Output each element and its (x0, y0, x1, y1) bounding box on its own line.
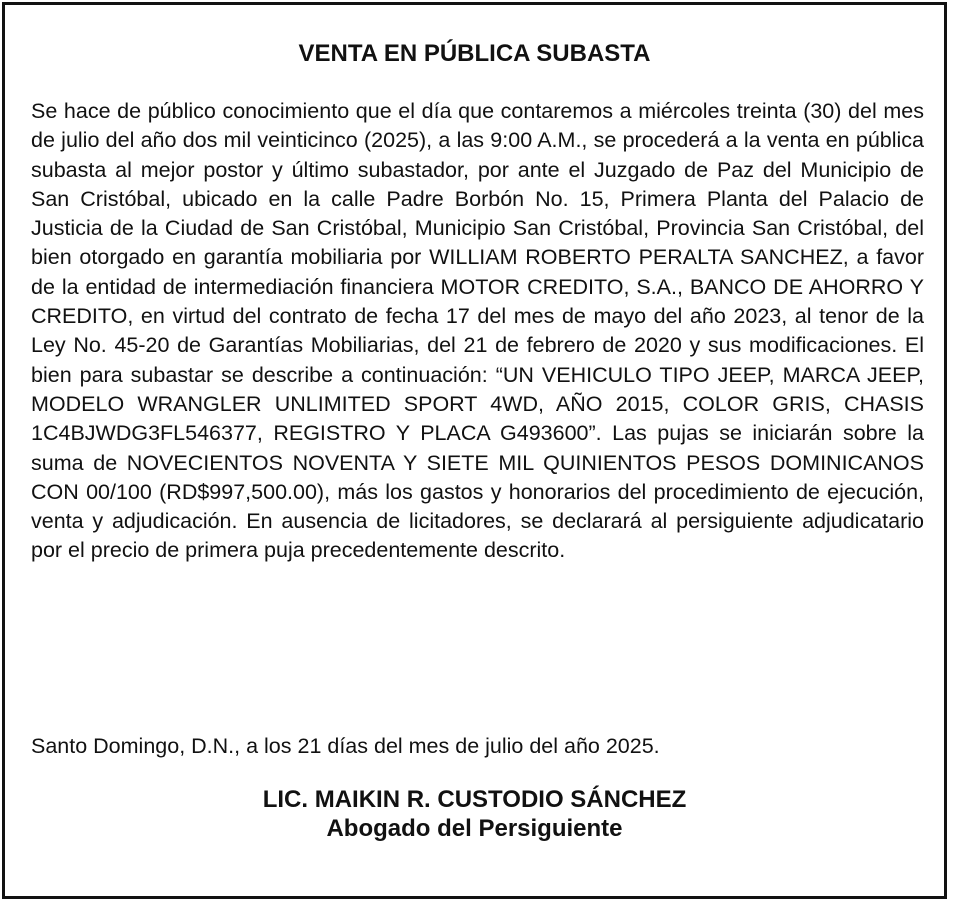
signature-block (5, 785, 944, 843)
signatory-name: LIC. MAIKIN R. CUSTODIO SÁNCHEZ (262, 786, 687, 813)
signatory-role: Abogado del Persiguiente (326, 815, 623, 842)
notice-frame (2, 2, 947, 899)
notice-body: Se hace de público conocimiento que el día que contaremos a miércoles treinta (30) del mes de julio del año dos mil veinticinco (2025), a las 9:00 A.M., se procederá a la venta en pública subasta al mejor postor y último subastador, por ante el Juzgado de Paz del Municipio de San Cristóbal, ubicado en la calle Padre Borbón No. 15, Primera Planta del Palacio de Justicia de la Ciudad de San Cristóbal, Municipio San Cristóbal, Provincia San Cristóbal, del bien otorgado en garantía mobiliaria por WILLIAM ROBERTO PERALTA SANCHEZ, a favor de la entidad de intermediación financiera MOTOR CREDITO, S.A., BANCO DE AHORRO Y CREDITO, en virtud del contrato de fecha 17 del mes de mayo del año 2023, al tenor de la Ley No. 45-20 de Garantías Mobiliarias, del 21 de febrero de 2020 y sus modificaciones. El bien para subastar se describe a continuación: “UN VEHICULO TIPO JEEP, MARCA JEEP, MODELO WRANGLER UNLIMITED SPORT 4WD, AÑO 2015, COLOR GRIS, CHASIS 1C4BJWDG3FL546377, REGISTRO Y PLACA G493600”. Las pujas se iniciarán sobre la suma de NOVECIENTOS NOVENTA Y SIETE MIL QUINIENTOS PESOS DOMINICANOS CON 00/100 (RD$997,500.00), más los gastos y honorarios del procedimiento de ejecución, venta y adjudicación. En ausencia de licitadores, se declarará al persiguiente adjudicatario por el precio de primera puja precedentemente descrito. (31, 99, 924, 563)
date-line: Santo Domingo, D.N., a los 21 días del mes de julio del año 2025. (31, 734, 660, 758)
notice-title: VENTA EN PÚBLICA SUBASTA (298, 40, 651, 67)
